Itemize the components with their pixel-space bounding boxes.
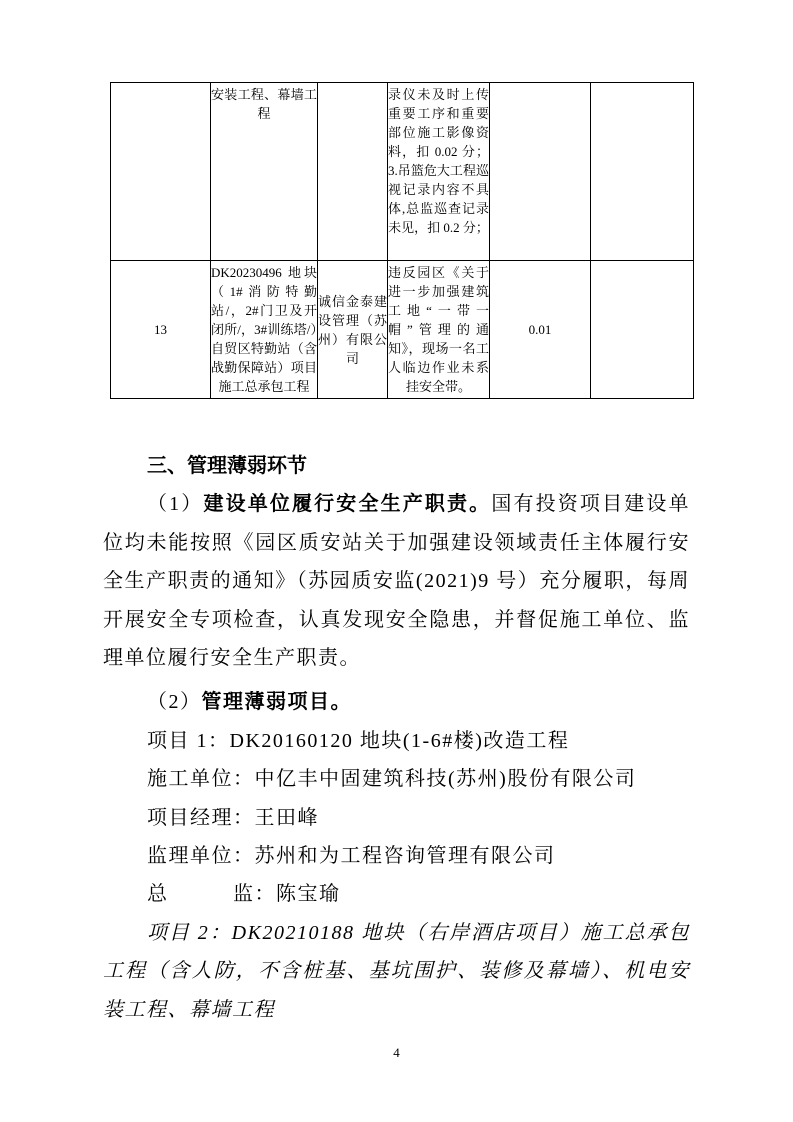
- paragraph-1-number: （1）: [147, 493, 204, 516]
- deduction-table: [110, 82, 694, 399]
- cell-score: 0.01: [490, 261, 591, 399]
- cell-project-name: DK20230496 地块（1#消防特勤站/，2#门卫及开闭所/，3#训练塔/）自贸区特勤站（含战勤保障站）项目施工总承包工程: [211, 261, 318, 399]
- project1-chief-supervisor: 总 监：陈宝瑜: [147, 883, 341, 906]
- section-body: [103, 485, 690, 1029]
- page-content: [103, 82, 690, 1029]
- page-number: 4: [393, 1045, 400, 1060]
- table-row-continuation: [111, 83, 694, 261]
- cell-score: [490, 83, 591, 261]
- paragraph-1: [103, 485, 690, 677]
- cell-issue: 违反园区《关于进一步加强建筑工地“一带一帽”管理的通知》，现场一名工人临边作业未系挂安全带。: [388, 261, 490, 399]
- cell-remark: [591, 261, 694, 399]
- cell-seq: 13: [111, 261, 211, 399]
- cell-seq: [111, 83, 211, 261]
- table-row-13: [111, 261, 694, 399]
- paragraph-2-number: （2）: [147, 691, 202, 714]
- cell-remark: [591, 83, 694, 261]
- paragraph-2-lead: 管理薄弱项目。: [201, 691, 352, 714]
- cell-project-name: 安装工程、幕墙工程: [211, 83, 318, 261]
- section-heading: 三、管理薄弱环节: [147, 455, 307, 477]
- project1-manager: 项目经理：王田峰: [147, 806, 319, 829]
- paragraph-1-text: 国有投资项目建设单位均未能按照《园区质安站关于加强建设领域责任主体履行安全生产职责的通知》（苏园质安监(2021)9 号）充分履职，每周开展安全专项检查，认真发现安全隐患，并督促施工单位、监理单位履行安全生产职责。: [103, 493, 691, 670]
- project2-title: 项目 2：DK20210188 地块（右岸酒店项目）施工总承包工程（含人防，不含桩基、基坑围护、装修及幕墙）、机电安装工程、幕墙工程: [103, 921, 690, 1021]
- project1-supervision-unit: 监理单位：苏州和为工程咨询管理有限公司: [147, 845, 556, 868]
- cell-company: 诚信金泰建设管理（苏州）有限公司: [318, 261, 388, 399]
- project1-contractor: 施工单位：中亿丰中固建筑科技(苏州)股份有限公司: [147, 768, 637, 791]
- paragraph-1-lead: 建设单位履行安全生产职责。: [203, 493, 492, 516]
- paragraph-2: [103, 683, 690, 721]
- cell-issue: 录仪未及时上传重要工序和重要部位施工影像资料，扣 0.02 分；3.吊篮危大工程巡视记录内容不具体,总监巡查记录未见，扣 0.2 分；: [388, 83, 490, 261]
- cell-company: [318, 83, 388, 261]
- project1-title: 项目 1：DK20160120 地块(1-6#楼)改造工程: [147, 729, 570, 752]
